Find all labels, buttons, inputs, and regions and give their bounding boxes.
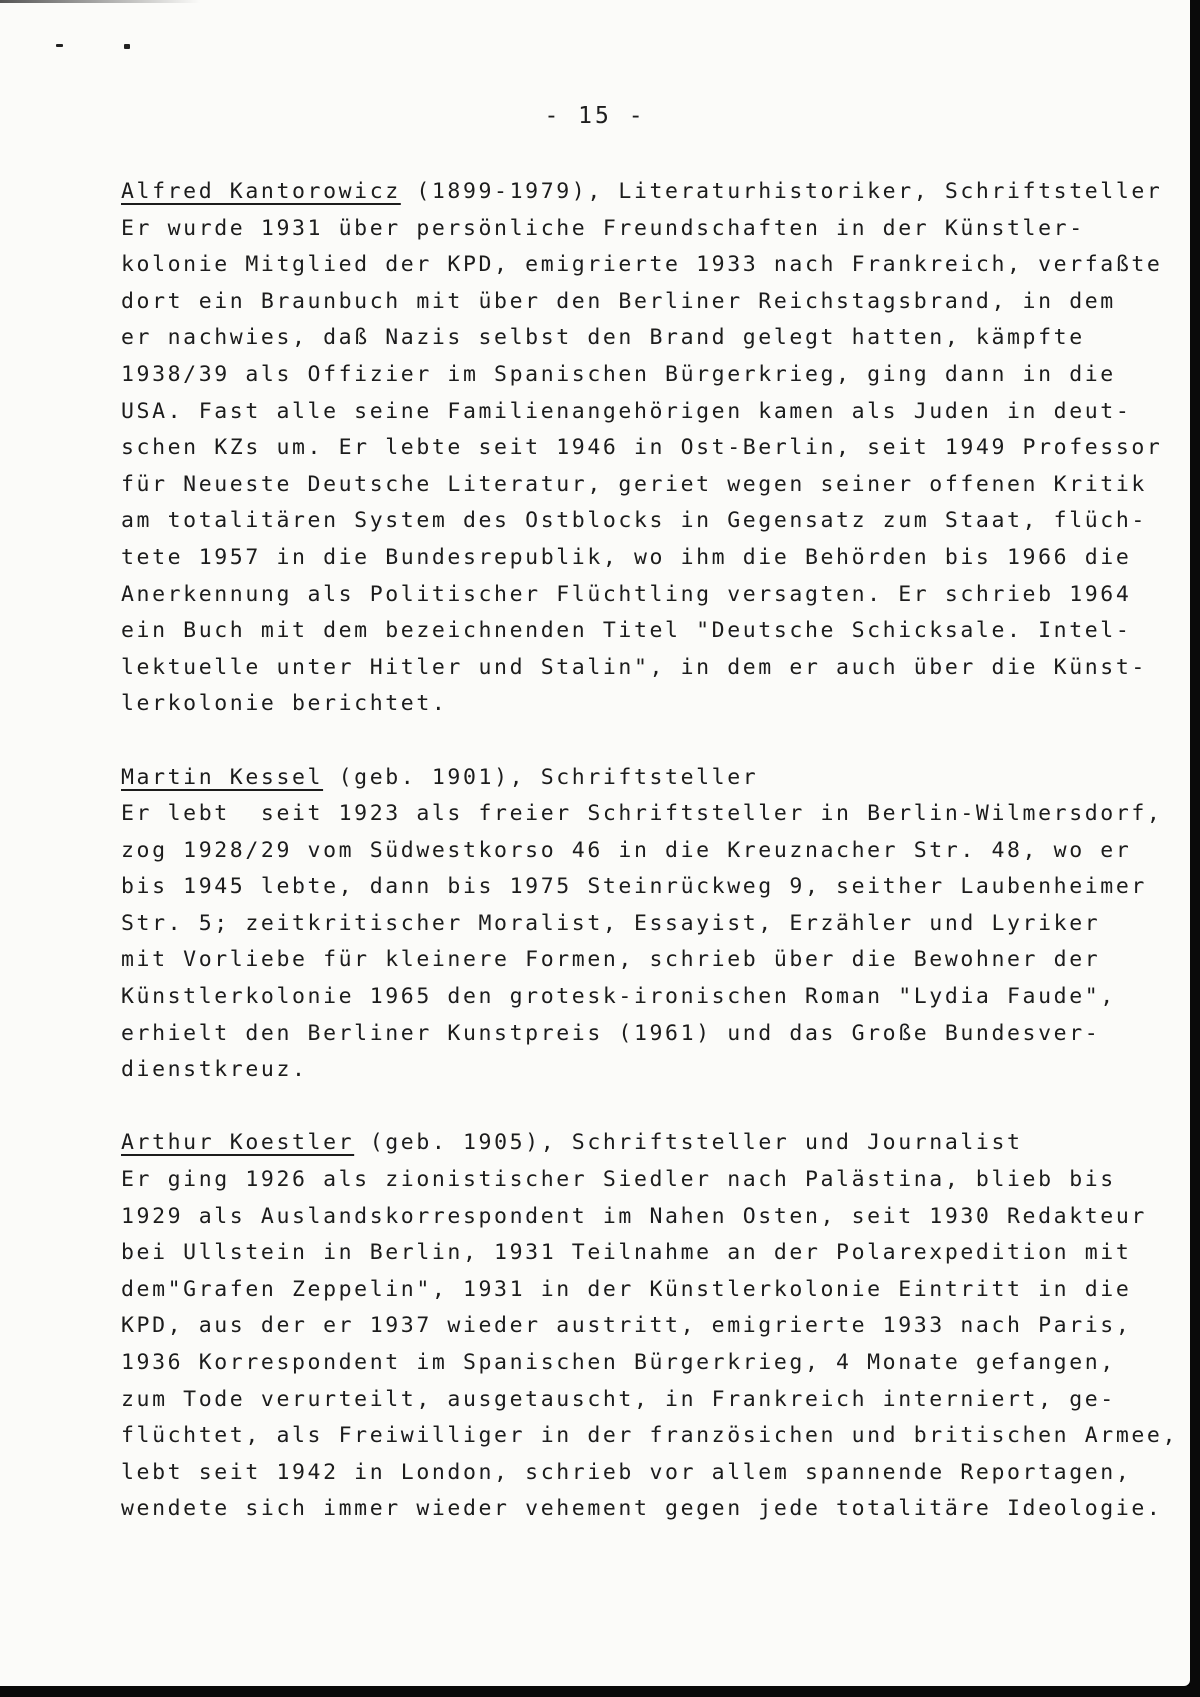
text-line: USA. Fast alle seine Familienangehörigen kamen als Juden in deut- <box>121 398 1132 424</box>
text-line: tete 1957 in die Bundesrepublik, wo ihm die Behörden bis 1966 die <box>121 544 1132 570</box>
text-line: dienstkreuz. <box>121 1057 308 1083</box>
text-line: lebt seit 1942 in London, schrieb vor allem spannende Reportagen, <box>121 1459 1132 1485</box>
text-line: mit Vorliebe für kleinere Formen, schrieb über die Bewohner der <box>121 947 1101 973</box>
text-line: KPD, aus der er 1937 wieder austritt, emigrierte 1933 nach Paris, <box>121 1313 1132 1339</box>
text-line: Künstlerkolonie 1965 den grotesk-ironischen Roman "Lydia Faude", <box>121 984 1116 1010</box>
text-line: 1936 Korrespondent im Spanischen Bürgerkrieg, 4 Monate gefangen, <box>121 1350 1116 1375</box>
scan-speck <box>56 44 63 47</box>
text-line: ein Buch mit dem bezeichnenden Titel "Deutsche Schicksale. Intel- <box>121 618 1132 644</box>
text-line: wendete sich immer wieder vehement gegen jede totalitäre Ideologie. <box>121 1496 1163 1522</box>
text-line: Str. 5; zeitkritischer Moralist, Essayist, Erzähler und Lyriker <box>121 910 1101 936</box>
text-line: bis 1945 lebte, dann bis 1975 Steinrückweg 9, seither Laubenheimer <box>121 874 1147 900</box>
text-line: schen KZs um. Er lebte seit 1946 in Ost-Berlin, seit 1949 Professor <box>121 435 1163 461</box>
text-line: Er lebt seit 1923 als freier Schriftsteller in Berlin-Wilmersdorf, <box>121 801 1163 827</box>
person-description: (geb. 1905), Schriftsteller und Journalist <box>354 1130 1023 1156</box>
page-number: - 15 - <box>544 103 646 129</box>
biography-entry-kantorowicz <box>121 174 1163 723</box>
entry-heading <box>121 1125 1121 1162</box>
text-line: zum Tode verurteilt, ausgetauscht, in Frankreich interniert, ge- <box>121 1386 1116 1412</box>
document-body <box>121 174 1178 1565</box>
person-name: Alfred Kantorowicz <box>121 179 401 204</box>
text-line: kolonie Mitglied der KPD, emigrierte 1933 nach Frankreich, verfaßte <box>121 252 1163 278</box>
text-line: für Neueste Deutsche Literatur, geriet wegen seiner offenen Kritik <box>121 471 1147 497</box>
text-line: 1938/39 als Offizier im Spanischen Bürgerkrieg, ging dann in die <box>121 361 1116 387</box>
text-line: Anerkennung als Politischer Flüchtling versagten. Er schrieb 1964 <box>121 581 1132 607</box>
text-line: lerkolonie berichtet. <box>121 691 448 717</box>
text-line: er nachwies, daß Nazis selbst den Brand gelegt hatten, kämpfte <box>121 325 1085 351</box>
text-line: Er ging 1926 als zionistischer Siedler nach Palästina, blieb bis <box>121 1167 1116 1193</box>
entry-heading <box>121 760 1121 797</box>
text-line: erhielt den Berliner Kunstpreis (1961) und das Große Bundesver- <box>121 1020 1101 1046</box>
person-name: Martin Kessel <box>121 764 324 790</box>
text-line: lektuelle unter Hitler und Stalin", in dem er auch über die Künst- <box>121 654 1147 680</box>
text-line: zog 1928/29 vom Südwestkorso 46 in die Kreuznacher Str. 48, wo er <box>121 837 1132 863</box>
scan-border-right <box>1190 0 1200 1697</box>
biography-entry-koestler <box>121 1125 1178 1528</box>
biography-entry-kessel <box>121 760 1163 1089</box>
scan-speck <box>124 44 130 49</box>
scan-smudge <box>0 0 200 3</box>
text-line: dort ein Braunbuch mit über den Berliner Reichstagsbrand, in dem <box>121 288 1116 314</box>
person-description: (1899-1979), Literaturhistoriker, Schriftsteller <box>400 179 1163 204</box>
text-line: am totalitären System des Ostblocks in Gegensatz zum Staat, flüch- <box>121 508 1147 534</box>
text-line: 1929 als Auslandskorrespondent im Nahen Osten, seit 1930 Redakteur <box>121 1203 1147 1229</box>
entry-heading <box>121 174 1163 211</box>
text-line: flüchtet, als Freiwilliger in der französichen und britischen Armee, <box>121 1423 1178 1449</box>
person-name: Arthur Koestler <box>121 1130 355 1156</box>
text-line: Er wurde 1931 über persönliche Freundschaften in der Künstler- <box>121 215 1085 241</box>
text-line: dem"Grafen Zeppelin", 1931 in der Künstlerkolonie Eintritt in die <box>121 1276 1132 1302</box>
text-line: bei Ullstein in Berlin, 1931 Teilnahme an der Polarexpedition mit <box>121 1240 1132 1266</box>
person-description: (geb. 1901), Schriftsteller <box>323 764 759 790</box>
scan-border-bottom <box>0 1686 1200 1697</box>
